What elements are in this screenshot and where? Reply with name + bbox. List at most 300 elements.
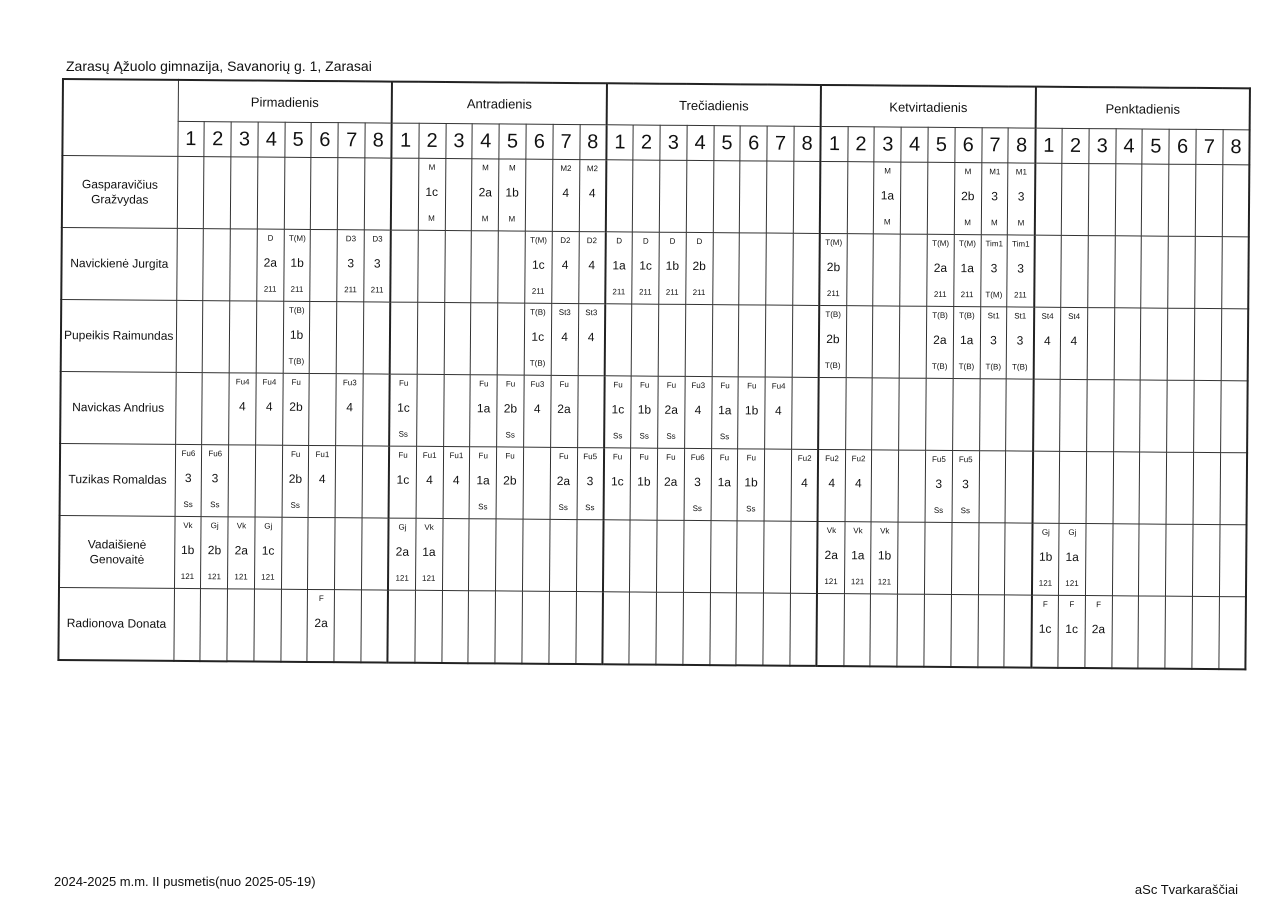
lesson-subject: Fu1 xyxy=(422,450,437,460)
lesson-cell xyxy=(201,445,228,517)
lesson-cell xyxy=(980,307,1007,379)
lesson-class: 3 xyxy=(694,474,701,490)
lesson-cell xyxy=(602,592,629,665)
period-number: 2 xyxy=(419,123,446,158)
lesson-class: 2b xyxy=(503,473,517,488)
lesson-cell xyxy=(981,163,1008,235)
lesson-class: 4 xyxy=(588,258,596,273)
day-header: Ketvirtadienis xyxy=(821,85,1036,128)
lesson-cell xyxy=(844,522,871,594)
lesson-cell xyxy=(1035,163,1062,235)
lesson-class: 2b xyxy=(503,401,518,416)
lesson-cell xyxy=(336,374,363,446)
lesson-cell xyxy=(335,518,362,590)
lesson-cell xyxy=(444,231,471,303)
lesson-subject: M xyxy=(482,163,489,173)
lesson-cell xyxy=(416,446,443,518)
lesson-subject: Vk xyxy=(424,522,434,532)
lesson-cell xyxy=(657,448,684,520)
lesson-subject: Vk xyxy=(236,521,247,531)
lesson-cell xyxy=(1220,453,1247,525)
lesson-cell xyxy=(575,592,602,665)
lesson-cell xyxy=(469,519,496,591)
lesson-cell xyxy=(605,304,632,376)
lesson-subject: Fu xyxy=(612,452,623,462)
teacher-row xyxy=(60,443,1248,524)
lesson-cell xyxy=(522,519,549,591)
period-number: 8 xyxy=(1008,128,1035,163)
lesson-subject: T(B) xyxy=(288,305,305,315)
lesson-cell xyxy=(1141,236,1168,308)
lesson-class: 2b xyxy=(692,258,706,274)
lesson-cell xyxy=(335,446,362,518)
lesson-class: 1b xyxy=(637,402,652,417)
lesson-subject: Fu xyxy=(613,380,623,390)
period-number: 4 xyxy=(258,122,285,157)
lesson-cell xyxy=(1008,163,1035,235)
lesson-class: 3 xyxy=(935,476,943,491)
corner-cell xyxy=(62,79,178,156)
teacher-row xyxy=(61,300,1249,381)
lesson-cell xyxy=(925,450,952,522)
day-header: Antradienis xyxy=(392,82,607,125)
teacher-row xyxy=(61,228,1249,309)
lesson-class: 1b xyxy=(289,327,304,342)
lesson-cell xyxy=(496,447,523,519)
lesson-cell xyxy=(202,301,229,373)
period-number: 6 xyxy=(955,128,982,163)
lesson-cell xyxy=(1166,452,1193,524)
lesson-cell xyxy=(632,232,659,304)
lesson-subject: Fu xyxy=(505,451,515,461)
lesson-cell xyxy=(897,594,924,667)
lesson-cell xyxy=(793,233,820,305)
lesson-room: 121 xyxy=(395,573,409,583)
lesson-cell xyxy=(791,449,818,521)
lesson-cell xyxy=(819,305,846,377)
lesson-cell xyxy=(1192,524,1219,596)
lesson-class: 4 xyxy=(426,472,433,487)
lesson-subject: Fu4 xyxy=(235,377,250,387)
lesson-cell xyxy=(1088,236,1115,308)
lesson-cell xyxy=(738,377,765,449)
lesson-class: 1a xyxy=(960,261,974,276)
lesson-subject: Fu xyxy=(558,451,569,461)
lesson-class: 1c xyxy=(1038,621,1052,636)
lesson-cell xyxy=(443,375,470,447)
lesson-class: 1c xyxy=(396,472,410,487)
lesson-subject: Fu xyxy=(291,377,301,387)
lesson-subject: D2 xyxy=(560,235,571,245)
timetable-body xyxy=(58,156,1249,670)
lesson-cell xyxy=(229,373,256,445)
lesson-subject: Fu xyxy=(479,379,489,389)
lesson-cell xyxy=(468,591,495,664)
lesson-class: 2a xyxy=(478,185,493,200)
period-number: 2 xyxy=(1062,128,1089,163)
lesson-cell xyxy=(656,592,683,665)
lesson-cell xyxy=(551,303,578,375)
lesson-cell xyxy=(471,231,498,303)
lesson-subject: St3 xyxy=(558,307,571,318)
lesson-subject: Fu xyxy=(720,381,730,391)
lesson-subject: Fu5 xyxy=(583,452,598,462)
lesson-class: 4 xyxy=(801,475,808,490)
lesson-cell xyxy=(1060,307,1087,379)
lesson-cell xyxy=(952,451,979,523)
lesson-cell xyxy=(257,157,284,229)
lesson-cell xyxy=(683,592,710,665)
lesson-cell xyxy=(684,376,711,448)
lesson-class: 4 xyxy=(562,185,570,200)
teacher-row xyxy=(59,515,1247,596)
period-number: 7 xyxy=(338,123,365,158)
lesson-subject: D2 xyxy=(586,236,598,246)
lesson-cell xyxy=(792,305,819,377)
lesson-room: M xyxy=(991,218,998,228)
lesson-subject: Gj xyxy=(1068,527,1077,537)
lesson-cell xyxy=(1141,308,1168,380)
lesson-cell xyxy=(1086,380,1113,452)
lesson-room: M xyxy=(508,214,516,224)
lesson-cell xyxy=(363,374,390,446)
lesson-subject: Fu xyxy=(639,452,649,462)
lesson-room: 121 xyxy=(180,571,195,582)
lesson-cell xyxy=(445,159,472,231)
lesson-cell xyxy=(281,517,308,589)
lesson-cell xyxy=(739,233,766,305)
lesson-cell xyxy=(737,521,764,593)
lesson-subject: Gj xyxy=(264,521,273,531)
lesson-cell xyxy=(898,450,925,522)
lesson-cell xyxy=(793,161,820,233)
lesson-class: 2b xyxy=(289,399,303,414)
lesson-room: 211 xyxy=(665,287,679,297)
lesson-class: 2b xyxy=(288,471,303,486)
lesson-cell xyxy=(900,234,927,306)
lesson-cell xyxy=(310,301,337,373)
lesson-cell xyxy=(201,517,228,589)
lesson-room: 211 xyxy=(826,289,840,299)
lesson-class: 1a xyxy=(851,548,865,563)
period-number: 6 xyxy=(526,124,553,159)
lesson-class: 4 xyxy=(828,476,836,491)
lesson-room: Ss xyxy=(960,506,971,516)
lesson-class: 4 xyxy=(1070,333,1078,348)
lesson-cell xyxy=(362,446,389,518)
lesson-subject: Fu xyxy=(666,452,676,462)
period-number: 1 xyxy=(606,125,633,160)
period-number: 6 xyxy=(740,126,767,161)
lesson-subject: F xyxy=(318,594,324,604)
lesson-cell xyxy=(307,589,334,662)
lesson-subject: M1 xyxy=(989,167,1001,177)
lesson-cell xyxy=(658,376,685,448)
lesson-subject: Fu2 xyxy=(797,453,812,463)
teacher-name: Vadaišienė Genovaitė xyxy=(59,515,175,588)
lesson-class: 4 xyxy=(346,400,353,415)
lesson-subject: D xyxy=(616,236,623,246)
lesson-class: 3 xyxy=(990,333,997,348)
lesson-subject: Vk xyxy=(880,526,890,536)
period-number: 7 xyxy=(981,128,1008,163)
period-number: 2 xyxy=(633,125,660,160)
lesson-class: 3 xyxy=(586,474,594,489)
lesson-subject: Fu1 xyxy=(449,451,464,461)
lesson-class: 1b xyxy=(637,474,651,489)
lesson-class: 1c xyxy=(531,329,545,344)
lesson-cell xyxy=(525,159,552,231)
lesson-cell xyxy=(577,448,604,520)
lesson-subject: Fu xyxy=(478,451,488,461)
lesson-cell xyxy=(550,447,577,519)
lesson-room: 121 xyxy=(1038,578,1053,588)
school-header: Zarasų Ąžuolo gimnazija, Savanorių g. 1, Zarasai xyxy=(66,58,372,74)
period-number: 3 xyxy=(874,127,901,162)
lesson-subject: St4 xyxy=(1041,311,1054,321)
lesson-class: 3 xyxy=(1017,189,1025,204)
lesson-class: 1c xyxy=(610,474,624,489)
lesson-cell xyxy=(712,233,739,305)
lesson-cell xyxy=(1167,380,1194,452)
lesson-cell xyxy=(523,447,550,519)
lesson-cell xyxy=(1113,452,1140,524)
lesson-class: 2a xyxy=(663,474,678,489)
lesson-cell xyxy=(1142,164,1169,236)
lesson-cell xyxy=(739,305,766,377)
lesson-cell xyxy=(1165,596,1192,669)
lesson-cell xyxy=(442,519,469,591)
lesson-room: 211 xyxy=(638,287,652,297)
lesson-cell xyxy=(391,230,418,302)
lesson-cell xyxy=(1085,524,1112,596)
lesson-cell xyxy=(1112,524,1139,596)
lesson-cell xyxy=(764,449,791,521)
lesson-cell xyxy=(845,450,872,522)
lesson-class: 3 xyxy=(1016,333,1024,348)
lesson-cell xyxy=(388,590,415,663)
lesson-subject: Fu xyxy=(719,453,730,463)
lesson-subject: St1 xyxy=(1014,311,1027,321)
lesson-subject: Vk xyxy=(183,520,193,531)
lesson-cell xyxy=(846,306,873,378)
lesson-cell xyxy=(1086,452,1113,524)
lesson-subject: Fu3 xyxy=(530,379,545,389)
lesson-cell xyxy=(310,229,337,301)
lesson-cell xyxy=(630,520,657,592)
lesson-subject: M xyxy=(964,167,972,177)
period-number: 6 xyxy=(311,122,338,157)
lesson-class: 1c xyxy=(639,258,652,273)
lesson-cell xyxy=(1194,308,1221,380)
lesson-class: 1c xyxy=(531,257,545,272)
lesson-subject: Fu2 xyxy=(851,454,866,464)
timetable-sheet xyxy=(57,78,1249,670)
lesson-cell xyxy=(308,517,335,589)
lesson-cell xyxy=(659,160,686,232)
lesson-class: 2a xyxy=(933,332,947,347)
lesson-class: 4 xyxy=(694,402,702,418)
lesson-subject: M2 xyxy=(586,164,599,174)
lesson-subject: M xyxy=(508,163,516,173)
lesson-cell xyxy=(871,450,898,522)
lesson-cell xyxy=(656,520,683,592)
lesson-room: T(B) xyxy=(288,356,305,366)
lesson-cell xyxy=(1114,236,1141,308)
lesson-cell xyxy=(496,519,523,591)
lesson-cell xyxy=(229,301,256,373)
lesson-class: 3 xyxy=(373,256,381,271)
lesson-subject: Fu xyxy=(639,380,650,390)
lesson-class: 2a xyxy=(664,402,678,417)
period-number: 3 xyxy=(231,122,258,157)
lesson-cell xyxy=(763,593,790,666)
lesson-room: 211 xyxy=(263,284,277,294)
lesson-room: Ss xyxy=(558,502,568,512)
lesson-room: T(B) xyxy=(1012,362,1028,372)
lesson-cell xyxy=(629,592,656,665)
period-number: 2 xyxy=(847,127,874,162)
lesson-cell xyxy=(711,449,738,521)
lesson-cell xyxy=(362,518,389,590)
lesson-cell xyxy=(926,378,953,450)
lesson-class: 4 xyxy=(265,399,273,414)
lesson-cell xyxy=(255,445,282,517)
lesson-cell xyxy=(898,522,925,594)
lesson-room: Ss xyxy=(639,431,649,441)
lesson-room: T(B) xyxy=(529,358,546,368)
period-number: 4 xyxy=(1115,129,1142,164)
lesson-cell xyxy=(1006,379,1033,451)
lesson-subject: M1 xyxy=(1015,167,1027,177)
lesson-class: 2a xyxy=(263,255,278,270)
lesson-cell xyxy=(228,445,255,517)
lesson-class: 3 xyxy=(1017,261,1025,276)
lesson-class: 1b xyxy=(665,258,680,273)
lesson-cell xyxy=(1087,308,1114,380)
lesson-subject: Fu3 xyxy=(691,380,706,391)
lesson-cell xyxy=(873,234,900,306)
lesson-cell xyxy=(631,376,658,448)
lesson-cell xyxy=(847,162,874,234)
lesson-class: 1b xyxy=(290,255,304,270)
lesson-cell xyxy=(498,231,525,303)
lesson-class: 4 xyxy=(561,329,568,344)
lesson-subject: Fu6 xyxy=(181,448,196,459)
lesson-cell xyxy=(713,161,740,233)
lesson-subject: Fu xyxy=(666,380,677,390)
lesson-subject: Fu xyxy=(290,449,301,459)
lesson-cell xyxy=(1219,597,1246,670)
teacher-name: Navickas Andrius xyxy=(60,371,176,444)
lesson-subject: D3 xyxy=(345,234,357,244)
lesson-cell xyxy=(1220,381,1247,453)
lesson-cell xyxy=(418,158,445,230)
lesson-room: 121 xyxy=(824,577,838,587)
period-number: 7 xyxy=(553,124,580,159)
lesson-cell xyxy=(443,447,470,519)
lesson-cell xyxy=(200,589,227,662)
lesson-cell xyxy=(1033,307,1060,379)
teacher-row xyxy=(60,371,1248,452)
lesson-cell xyxy=(1032,451,1059,523)
lesson-room: 121 xyxy=(850,577,865,587)
lesson-subject: D3 xyxy=(372,234,383,244)
lesson-cell xyxy=(472,159,499,231)
lesson-room: 121 xyxy=(207,572,221,582)
lesson-room: Ss xyxy=(398,429,408,439)
lesson-cell xyxy=(924,594,951,667)
lesson-class: 2a xyxy=(1091,622,1106,637)
lesson-cell xyxy=(659,232,686,304)
lesson-cell xyxy=(1195,236,1222,308)
lesson-cell xyxy=(711,377,738,449)
lesson-cell xyxy=(1167,308,1194,380)
lesson-room: Ss xyxy=(692,503,702,514)
lesson-class: 1b xyxy=(744,475,758,490)
lesson-subject: Fu xyxy=(398,450,408,460)
lesson-cell xyxy=(766,161,793,233)
lesson-cell xyxy=(953,307,980,379)
lesson-cell xyxy=(630,448,657,520)
lesson-class: 4 xyxy=(239,399,246,414)
lesson-room: T(B) xyxy=(931,361,948,371)
lesson-cell xyxy=(1032,523,1059,595)
lesson-cell xyxy=(685,304,712,376)
lesson-cell xyxy=(337,230,364,302)
lesson-subject: T(B) xyxy=(959,311,975,321)
lesson-room: Ss xyxy=(290,500,300,510)
lesson-room: T(B) xyxy=(824,361,841,371)
term-label: 2024-2025 m.m. II pusmetis(nuo 2025-05-19) xyxy=(54,874,316,889)
lesson-subject: Fu6 xyxy=(690,452,705,463)
lesson-class: 4 xyxy=(1043,333,1051,348)
lesson-cell xyxy=(417,230,444,302)
lesson-cell xyxy=(1060,379,1087,451)
lesson-subject: T(M) xyxy=(530,235,548,245)
lesson-class: 1a xyxy=(476,473,490,488)
lesson-cell xyxy=(363,302,390,374)
lesson-subject: Fu1 xyxy=(315,450,330,460)
lesson-cell xyxy=(870,594,897,667)
lesson-cell xyxy=(818,449,845,521)
lesson-class: 4 xyxy=(561,257,569,272)
lesson-subject: M xyxy=(428,162,436,172)
lesson-cell xyxy=(498,159,525,231)
lesson-class: 3 xyxy=(184,470,192,486)
lesson-cell xyxy=(525,231,552,303)
period-number: 5 xyxy=(1142,129,1169,164)
lesson-cell xyxy=(764,521,791,593)
lesson-room: 211 xyxy=(344,285,357,295)
lesson-subject: Fu xyxy=(747,381,757,391)
lesson-subject: Fu xyxy=(505,379,516,389)
lesson-subject: T(M) xyxy=(825,237,843,248)
lesson-class: 1a xyxy=(422,544,436,559)
lesson-cell xyxy=(444,303,471,375)
lesson-cell xyxy=(1059,451,1086,523)
lesson-cell xyxy=(524,303,551,375)
lesson-class: 1a xyxy=(959,333,974,348)
lesson-subject: Fu5 xyxy=(932,454,946,464)
lesson-cell xyxy=(175,444,202,516)
lesson-class: 3 xyxy=(990,261,998,276)
lesson-cell xyxy=(281,589,308,662)
lesson-cell xyxy=(632,160,659,232)
lesson-subject: Fu3 xyxy=(342,378,357,388)
lesson-subject: Vk xyxy=(853,526,863,536)
lesson-class: 4 xyxy=(587,330,595,345)
